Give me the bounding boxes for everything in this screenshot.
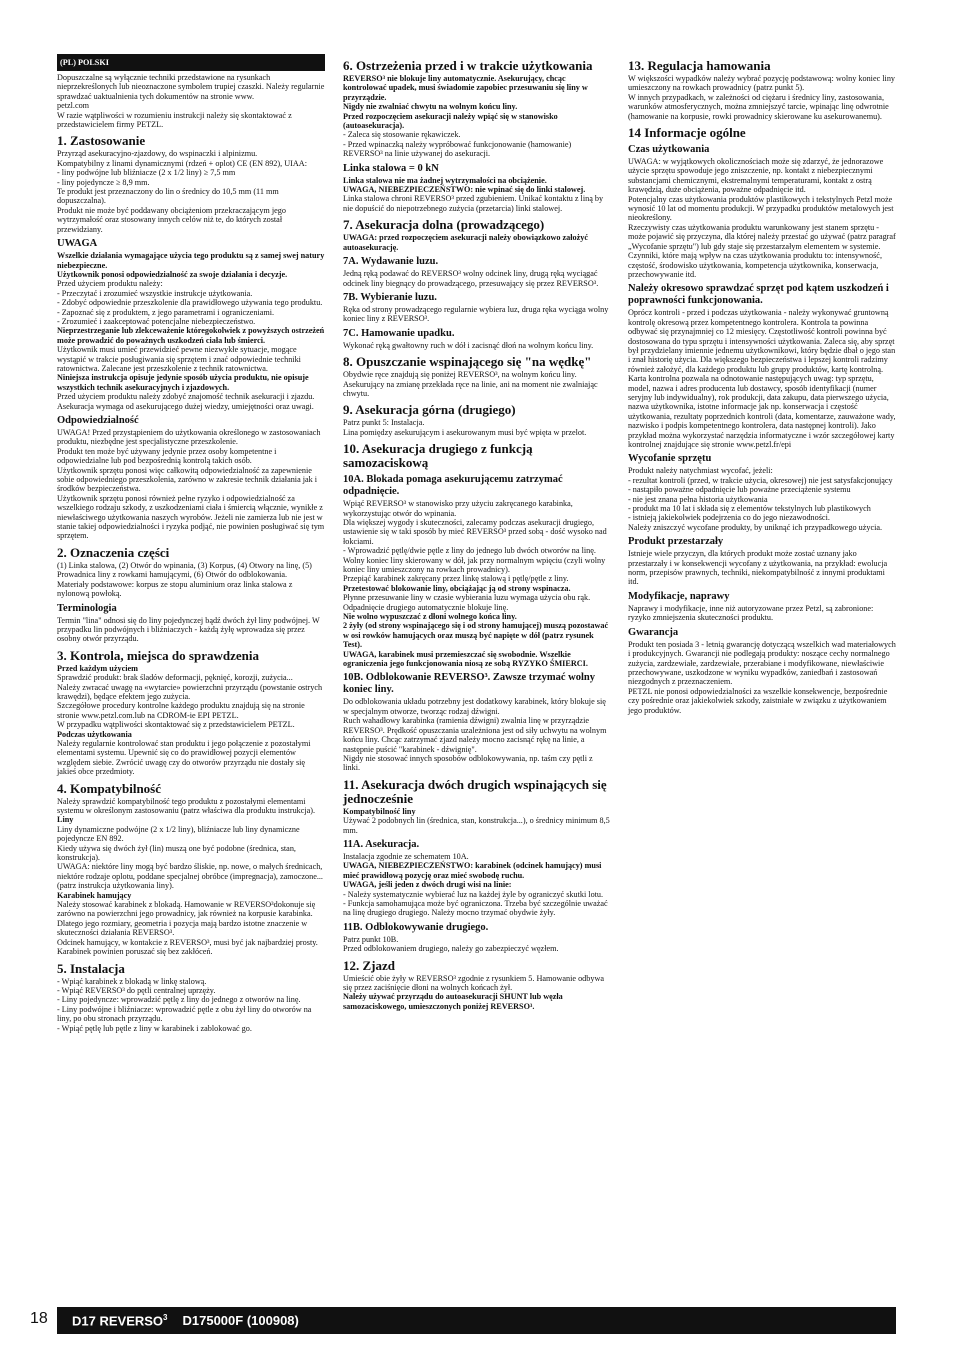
bold-paragraph: Wszelkie działania wymagające użycia tego produktu są z samej swej natury niebezpieczne. Użytkownik ponosi odpowiedzialność za swoje działania i decyzje.: [57, 251, 325, 279]
subsection-heading: Linka stalowa = 0 kN: [343, 162, 439, 174]
subsection-heading: Wycofanie sprzętu: [628, 453, 712, 465]
paragraph: Produkt należy natychmiast wycofać, jeżeli: - rezultat kontroli (przed, w trakcie użycia, okresowej) nie jest satysfakcjonujący - nastąpiło poważne odpadnięcie lub poważne przeciążenie systemu - nie jest znana pełna historia użytkowania - produkt ma 10 lat i składa się z elementów tekstylnych lub plastikowych - istnieją jakiekolwiek podejrzenia co do jego niezawodności. Należy zniszczyć wycofane produkty, by uniknąć ich przypadkowego użycia.: [628, 466, 893, 532]
subsection-heading: UWAGA: [57, 238, 98, 250]
section-heading: 13. Regulacja hamowania: [628, 58, 771, 73]
paragraph: W większości wypadków należy wybrać pozycję podstawową: wolny koniec liny umieszczony na rowkach prowadnicy (patrz punkt 5). W innych przypadkach, w zależności od ciężaru i średnicy liny, zastosowania, warunków atmosferycznych, można zmniejszyć tarcie, wpinając linę odwrotnie (hamowanie na korpusie, rowki prowadnicy skierowane ku asekurowanemu).: [628, 74, 896, 121]
footer-bar: [57, 1307, 896, 1334]
paragraph: Produkt ten posiada 3 - letnią gwarancję dotyczącą wszelkich wad materiałowych i produkcyjnych. Gwarancji nie podlegają produkty: noszące cechy normalnego zużycia, zardzewiałe, zardzewiałe, przerabiane i modyfikowane, niewłaściwie przechowywane, uszkodzone w wyniku wypadków, zaniedbań i zastosowań niezgodnych z przeznaczeniem. PETZL nie ponosi odpowiedzialności za wszelkie konsekwencje, bezpośrednie czy pośrednie oraz jakiekolwiek szkody, zaistniałe w związku z użytkowaniem jego produktów.: [628, 639, 896, 715]
paragraph: Termin "lina" odnosi się do liny pojedynczej bądź dwóch żył liny podwójnej. W przypadku lin podwójnych i bliźniaczych - każdą żyłę wprowadza się przez osobny otwór przyrządu.: [57, 615, 320, 644]
paragraph: (1) Linka stalowa, (2) Otwór do wpinania, (3) Korpus, (4) Otwory na linę, (5) Prowadnica liny z rowkami hamującymi, (6) Otwór do odblokowania. Materiały podstawowe: korpus ze stopu aluminium oraz linka stalowa z nylonową powłoką.: [57, 560, 312, 599]
paragraph: Wykonać ręką gwałtowny ruch w dół i zacisnąć dłoń na wolnym końcu liny.: [343, 340, 594, 350]
paragraph: Ręka od strony prowadzącego regularnie wybiera luz, druga ręka wyciąga wolny koniec liny z REVERSO³.: [343, 304, 609, 324]
bold-paragraph: Kompatybilność liny: [343, 806, 416, 816]
section-heading: 11. Asekuracja dwóch drugich wspinających się jednocześnie: [343, 776, 607, 806]
section-heading: 7. Asekuracja dolna (prowadzącego): [343, 217, 545, 233]
subsection-heading: 11A. Asekuracja.: [343, 838, 420, 850]
column-2: [343, 54, 611, 1011]
footer-reference: D175000F (100908): [182, 1313, 299, 1328]
bold-paragraph: Liny: [57, 815, 74, 825]
section-heading: 6. Ostrzeżenia przed i w trakcie użytkowania: [343, 58, 593, 73]
paragraph: - Należy systematycznie wybierać luz na każdej żyle by ograniczyć skutki lotu. - Funkcja samohamująca może być ograniczona. Trzeba być szczególnie uważać na linę drugiego drugiego. Należy mocno trzymać obydwie żyły.: [343, 889, 608, 918]
bold-paragraph: UWAGA: przed rozpoczęciem asekuracji należy obowiązkowo założyć autoasekurację.: [343, 233, 588, 252]
paragraph: Istnieje wiele przyczyn, dla których produkt może zostać uznany jako przestarzały i w konsekwencji wycofany z użytkowania, na przykład: ewolucja norm, przepisów prawnych, techniki, niekompatybilność z innymi produktami itd.: [628, 549, 888, 587]
page-number: 18: [30, 1310, 48, 1327]
section-heading: 10. Asekuracja drugiego z funkcją samozaciskową: [343, 441, 533, 471]
paragraph: UWAGA! Przed przystąpieniem do użytkowania określonego w zastosowaniach produktu, niezbędne jest specjalistyczne przeszkolenie. Produkt ten może być używany jedynie przez osoby kompetentne i odpowiedzialne lub pod bezpośrednią kontrolą takich osób. Użytkownik sprzętu ponosi więc całkowitą odpowiedzialność za zapewnienie sobie odpowiedniego przeszkolenia, zarówno w zakresie technik działania jak i środków bezpieczeństwa. Użytkownik sprzętu ponosi również pełne ryzyko i odpowiedzialność za wszelkiego rodzaju szkody, z uszkodzeniami ciała i śmiercią włącznie, wynikłe z niewłaściwego użytkowania naszych wyrobów. Jeżeli nie zamierza lub nie jest w stanie takiej odpowiedzialności i ryzyka podjąć, nie powinien posługiwać się tym sprzętem.: [57, 428, 325, 541]
subsection-heading: 11B. Odblokowywanie drugiego.: [343, 921, 489, 933]
subsection-heading: Terminologia: [57, 602, 117, 614]
paragraph: Sprawdzić produkt: brak śladów deformacji, pęknięć, korozji, zużycia... Należy zwracać uwagę na «wytarcie» powierzchni przyrządu (powstanie ostrych krawędzi), będące efektem jego zużycia. Szczegółowe procedury kontrolne każdego produktu znajdują się na stronie stronie www.petzl.com.lub na CDROM-ie EPI PETZL. W przypadku wątpliwości skontaktować się z przedstawicielem PETZL.: [57, 673, 323, 730]
subsection-heading: 10A. Blokada pomaga asekurującemu zatrzymać odpadnięcie.: [343, 474, 563, 498]
paragraph: Dopuszczalne są wyłącznie techniki przedstawione na rysunkach nieprzekreślonych lub nieoznaczone symbolem trupiej czaszki. Należy regularnie sprawdzać uaktualnienia tych dokumentów na stronie www. petzl.com W razie wątpliwości w rozumieniu instrukcji należy się skontaktować z przedstawicielem firmy PETZL.: [57, 73, 325, 130]
column-1: [57, 54, 325, 1033]
paragraph: Przed użyciem produktu należy zdobyć znajomość technik asekuracji i zjazdu. Asekuracja wymaga od asekurującego dużej wiedzy, umiejętności oraz uwagi.: [57, 392, 315, 411]
bold-paragraph: Nieprzestrzeganie lub zlekceważenie któregokolwiek z powyższych ostrzeżeń może prowadzić do poważnych uszkodzeń ciała lub śmierci.: [57, 326, 325, 345]
section-heading: 12. Zjazd: [343, 957, 395, 973]
bold-paragraph: Linka stalowa nie ma żadnej wytrzymałości na obciążenie. UWAGA, NIEBEZPIECZEŃSTWO: nie wpinać się do linki stalowej.: [343, 175, 586, 195]
bold-paragraph: Nie wolno wypuszczać z dłoni wolnego końca liny. 2 żyły (od strony wspinającego się i od strony hamującej) muszą pozostawać w osi rowków hamujących oraz muszą być napięte w dół (patrz rysunek Test). UWAGA, karabinek musi przemieszczać się swobodnie. Wszelkie ograniczenia jego funkcjonowania niosą ze sobą RYZYKO ŚMIERCI.: [343, 612, 609, 669]
paragraph: Patrz punkt 10B. Przed odblokowaniem drugiego, należy go zabezpieczyć węzłem.: [343, 934, 559, 954]
paragraph: Linka stalowa chroni REVERSO³ przed zgubieniem. Unikać kontaktu z liną by nie dopuścić do niepotrzebnego zużycia (przetarcia) linki stalowej.: [343, 194, 604, 213]
paragraph: Jedną ręką podawać do REVERSO³ wolny odcinek liny, drugą ręką wyciągać odcinek liny biegnący do prowadzącego, przesuwający się przez REVERSO³.: [343, 269, 599, 288]
bold-paragraph: Karabinek hamujący: [57, 890, 132, 900]
subsection-heading: 7B. Wybieranie luzu.: [343, 291, 437, 303]
bold-paragraph: Należy używać przyrządu do autoasekuracji SHUNT lub węzła samozaciskowego, umieszczonych poniżej REVERSO³.: [343, 992, 563, 1011]
paragraph: Umieścić obie żyły w REVERSO³ zgodnie z rysunkiem 5. Hamowanie odbywa się przez zaciśnięcie dłoni na wolnych końcach żył.: [343, 973, 604, 992]
paragraph: Przed użyciem produktu należy: - Przeczytać i zrozumieć wszystkie instrukcje użytkowania. - Zdobyć odpowiednie przeszkolenie dla prawidłowego używania tego produktu. - Zapoznać się z produktem, z jego parametrami i ograniczeniami. - Zrozumieć i zaakceptować potencjalne niebezpieczeństwo.: [57, 279, 323, 326]
paragraph: UWAGA: w wyjątkowych okolicznościach może się zdarzyć, że jednorazowe użycie sprzętu spowoduje jego zniszczenie, np. kontakt z niebezpiecznymi substancjami chemicznymi, ekstremalnymi temperaturami, kontakt z ostrą krawędzią, duże obciążenia, poważne odpadnięcie itd.: [628, 157, 884, 195]
subsection-heading: Produkt przestarzały: [628, 536, 724, 548]
section-heading: 2. Oznaczenia części: [57, 544, 170, 560]
footer-model: D17 REVERSO$^3$: [72, 1312, 168, 1329]
paragraph: Naprawy i modyfikacje, inne niż autoryzowane przez Petzl, są zabronione: ryzyko zmniejszenia skuteczności produktu.: [628, 603, 874, 623]
paragraph: Przyrząd asekuracyjno-zjazdowy, do wspinaczki i alpinizmu. Kompatybilny z linami dynamicznymi (rdzeń + oplot) CE (EN 892), UIAA: - liny podwójne lub bliźniacze (2 x 1/2 liny) ≥ 7,5 mm - liny pojedyncze ≥ 8,9 mm. Te produkt jest przeznaczony do lin o średnicy do 10,5 mm (11 mm dopuszczalna). Produkt nie może być poddawany obciążeniom przekraczającym jego wytrzymałość oraz stosowany innych celów niż te, do których został przewidziany.: [57, 149, 307, 234]
paragraph: Obydwie ręce znajdują się poniżej REVERSO³, na wolnym końcu liny. Asekurujący na zmianę przekłada ręce na linie, ani na moment nie zwalniając chwytu.: [343, 370, 598, 398]
paragraph: Instalacja zgodnie ze schematem 10A.: [343, 851, 469, 861]
paragraph: Liny dynamiczne podwójne (2 x 1/2 liny), bliźniacze lub liny dynamiczne pojedyncze EN 892. Kiedy używa się dwóch żył (lin) muszą one być podobne (średnica, stan, konstrukcja). UWAGA: niektóre liny mogą być bardzo śliskie, np. nowe, o małych średnicach, niektóre rodzaje oplotu, poddane specjalnej obróbce (impregnacja), zamoczone... (patrz instrukcja użytkowania liny).: [57, 824, 323, 891]
paragraph: Patrz punkt 5: Instalacja. Lina pomiędzy asekurującym i asekurowanym musi być wpięta w przelot.: [343, 418, 587, 437]
section-heading: 3. Kontrola, miejsca do sprawdzenia: [57, 647, 259, 663]
section-heading: 14 Informacje ogólne: [628, 125, 746, 141]
section-heading: 8. Opuszczanie wspinającego się "na wędkę": [343, 354, 592, 370]
bold-paragraph: Przed każdym użyciem: [57, 663, 138, 673]
paragraph: Oprócz kontroli - przed i podczas użytkowania - należy wykonywać gruntowną kontrolę okresową przez kompetentnego kontrolera. Kontrola ta powinna odbywać się przynajmniej co 12 miesięcy. Częstotliwość kontroli powinna być dostosowana do typu sprzętu i intensywności użytkowania. Zaleca się, aby sprzęt był przydzielany imiennie jednemu użytkownikowi, który będzie dbał o jego stan i znał historię użycia. Dla większego bezpieczeństwa i lepszej kontroli radzimy również założyć, dla każdego produktu lub grupy produktów, kartę kontrolną. Karta kontrolna pozwala na odnotowanie następujących uwag: typ sprzętu, model, nazwa i adres producenta lub dostawcy, sposób identyfikacji (numer seryjny lub indywidualny), rok produkcji, data zakupu, data pierwszego użycia, nazwa użytkownika, istotne informacje jak np. konserwacja i częstość użytkowania, rezultaty poprzednich kontroli (data, komentarze, zauważone wady, nazwisko i podpis kompetentnego kontrolera, data następnej kontroli). Jako przykład można wykorzystać narzędzia informatyczne i wzór szczegółowej karty kontrolnej znajdujące się stronie www.petzl.fr/epi: [628, 308, 896, 449]
bold-paragraph: Przetestować blokowanie liny, obciążając ją od strony wspinacza.: [343, 583, 571, 593]
subsection-heading: 10B. Odblokowanie REVERSO³. Zawsze trzymać wolny koniec liny.: [343, 672, 595, 696]
paragraph: - Zaleca się stosowanie rękawiczek. - Przed wpinaczką należy wypróbować funkcjonowanie (hamowanie) REVERSO³ na linie używanej do asekuracji.: [343, 130, 572, 159]
paragraph: - Wpiąć karabinek z blokadą w linkę stalową. - Wpiąć REVERSO³ do pętli centralnej uprzęży. - Liny pojedyncze: wprowadzić pętlę z liny do jednego z otworów na linę. - Liny podwójne i bliźniacze: wprowadzić pętle z obu żył liny do otworów na liny, po obu stronach przyrządu. - Wpiąć pętlę lub pętle z liny w karabinek i zablokować go.: [57, 976, 312, 1033]
section-heading: 1. Zastosowanie: [57, 133, 146, 149]
bold-paragraph: REVERSO³ nie blokuje liny automatycznie. Asekurujący, chcąc kontrolować upadek, musi świadomie zapobiec przesuwaniu się liny w przyrządzie. Nigdy nie zwalniać chwytu na wolnym końcu liny. Przed rozpoczęciem asekuracji należy wpiąć się w stanowisko (autoasekuracja).: [343, 74, 588, 131]
paragraph: Płynne przesuwanie liny w czasie wybierania luzu wymaga użycia obu rąk. Odpadnięcie drugiego automatycznie blokuje linę.: [343, 593, 591, 612]
bold-paragraph: Niniejsza instrukcja opisuje jedynie sposób użycia produktu, nie opisuje wszystkich technik asekuracyjnych i zjazdowych.: [57, 373, 309, 392]
section-heading: 5. Instalacja: [57, 960, 125, 976]
bold-paragraph: Podczas użytkowania: [57, 729, 132, 739]
section-heading: 4. Kompatybilność: [57, 780, 162, 796]
language-header: (PL) POLSKI: [57, 54, 325, 71]
subsection-heading: Należy okresowo sprawdzać sprzęt pod kątem uszkodzeń i poprawności funkcjonowania.: [628, 283, 889, 307]
column-3: [628, 54, 896, 715]
subsection-heading: Modyfikacje, naprawy: [628, 590, 730, 602]
subsection-heading: Gwarancja: [628, 626, 679, 638]
section-heading: 9. Asekuracja górna (drugiego): [343, 402, 516, 418]
paragraph: Wpiąć REVERSO³ w stanowisko przy użyciu zakręcanego karabinka, wykorzystując otwór do wpinania. Dla większej wygody i skuteczności, zalecamy podczas asekuracji drugiego, ustawienie się w taki sposób by mieć REVERSO³ przed sobą - dość wysoko nad łokciami. - Wprowadzić pętlę/dwie pętle z liny do jednego lub dwóch otworów na linę. Wolny koniec liny skierowany w dół, jak przy normalnym wpięciu (czyli wolny koniec liny umieszczony na rowkach prowadnicy). Przepiąć karabinek zakręcany przez linkę stalową i pętlę/pętle z liny.: [343, 499, 607, 584]
subsection-heading: 7A. Wydawanie luzu.: [343, 256, 439, 268]
bold-paragraph: UWAGA, NIEBEZPIECZEŃSTWO: karabinek (odcinek hamujący) musi mieć prawidłową pozycję oraz mieć swobodę ruchu. UWAGA, jeśli jeden z dwóch drugi wisi na linie:: [343, 861, 602, 890]
paragraph: Używać 2 podobnych lin (średnica, stan, konstrukcja...), o średnicy minimum 8,5 mm.: [343, 816, 610, 835]
paragraph: Użytkownik musi umieć przewidzieć pewne niezwykłe sytuacje, mogące wystąpić w trakcie posługiwania się sprzętem i znać odpowiednie techniki ratownictwa. Zalecane jest przeszkolenie z technik ratownictwa.: [57, 345, 301, 373]
subsection-heading: 7C. Hamowanie upadku.: [343, 327, 455, 339]
subsection-heading: Czas użytkowania: [628, 144, 710, 156]
subsection-heading: Odpowiedzialność: [57, 415, 139, 426]
paragraph: Do odblokowania układu potrzebny jest dodatkowy karabinek, który blokuje się w specjalnym otworze, tworząc rodzaj dźwigni. Ruch wahadłowy karabinka (ramienia dźwigni) zwalnia linę w przyrządzie REVERSO³. Prędkość opuszczania uzależniona jest od siły uchwytu na wolnym końcu liny. Chcąc zatrzymać zjazd należy mocno zacisnąć rękę na linie, a następnie puścić "karabinek - dźwignię". Nigdy nie stosować innych sposobów odblokowywania, np. taśm czy pętli z linki.: [343, 697, 607, 773]
paragraph: Należy sprawdzić kompatybilność tego produktu z pozostałymi elementami systemu w określonym zastosowaniu (patrz właściwa dla produktu instrukcja).: [57, 796, 316, 815]
paragraph: Należy regularnie kontrolować stan produktu i jego połączenie z pozostałymi elementami systemu. Upewnić się co do prawidłowej pozycji elementów względem siebie. Zwrócić uwagę czy do otworów przyrządu nie dostały się jakieś obce przedmioty.: [57, 738, 311, 777]
paragraph: Potencjalny czas użytkowania produktów plastikowych i tekstylnych Petzl może wynosić 10 lat od momentu produkcji. W przypadku produktów metalowych jest nieokreślony. Rzeczywisty czas użytkowania produktu warunkowany jest stanem sprzętu - może pojawić się przyczyna, dla której należy przestać go używać (patrz paragraf „Wycofanie sprzętu") lub gdy staje się przestarzałym elementem w systemie. Czynniki, które mają wpływ na czas użytkowania produktu to: intensywność, częstość, środowisko użytkowania, kompetencja użytkownika, konserwacja, przechowywanie itd.: [628, 194, 896, 279]
paragraph: Należy stosować karabinek z blokadą. Hamowanie w REVERSO³dokonuje się zarówno na powierzchni jego prowadnicy, jak również na korpusie karabinka. Dlatego jego rozmiary, geometria i pozycja mają bardzo istotne znaczenie w skuteczności działania REVERSO³. Odcinek hamujący, w kontakcie z REVERSO³, musi być jak najbardziej prosty. Karabinek powinien poruszać się bez zakłóceń.: [57, 900, 318, 957]
